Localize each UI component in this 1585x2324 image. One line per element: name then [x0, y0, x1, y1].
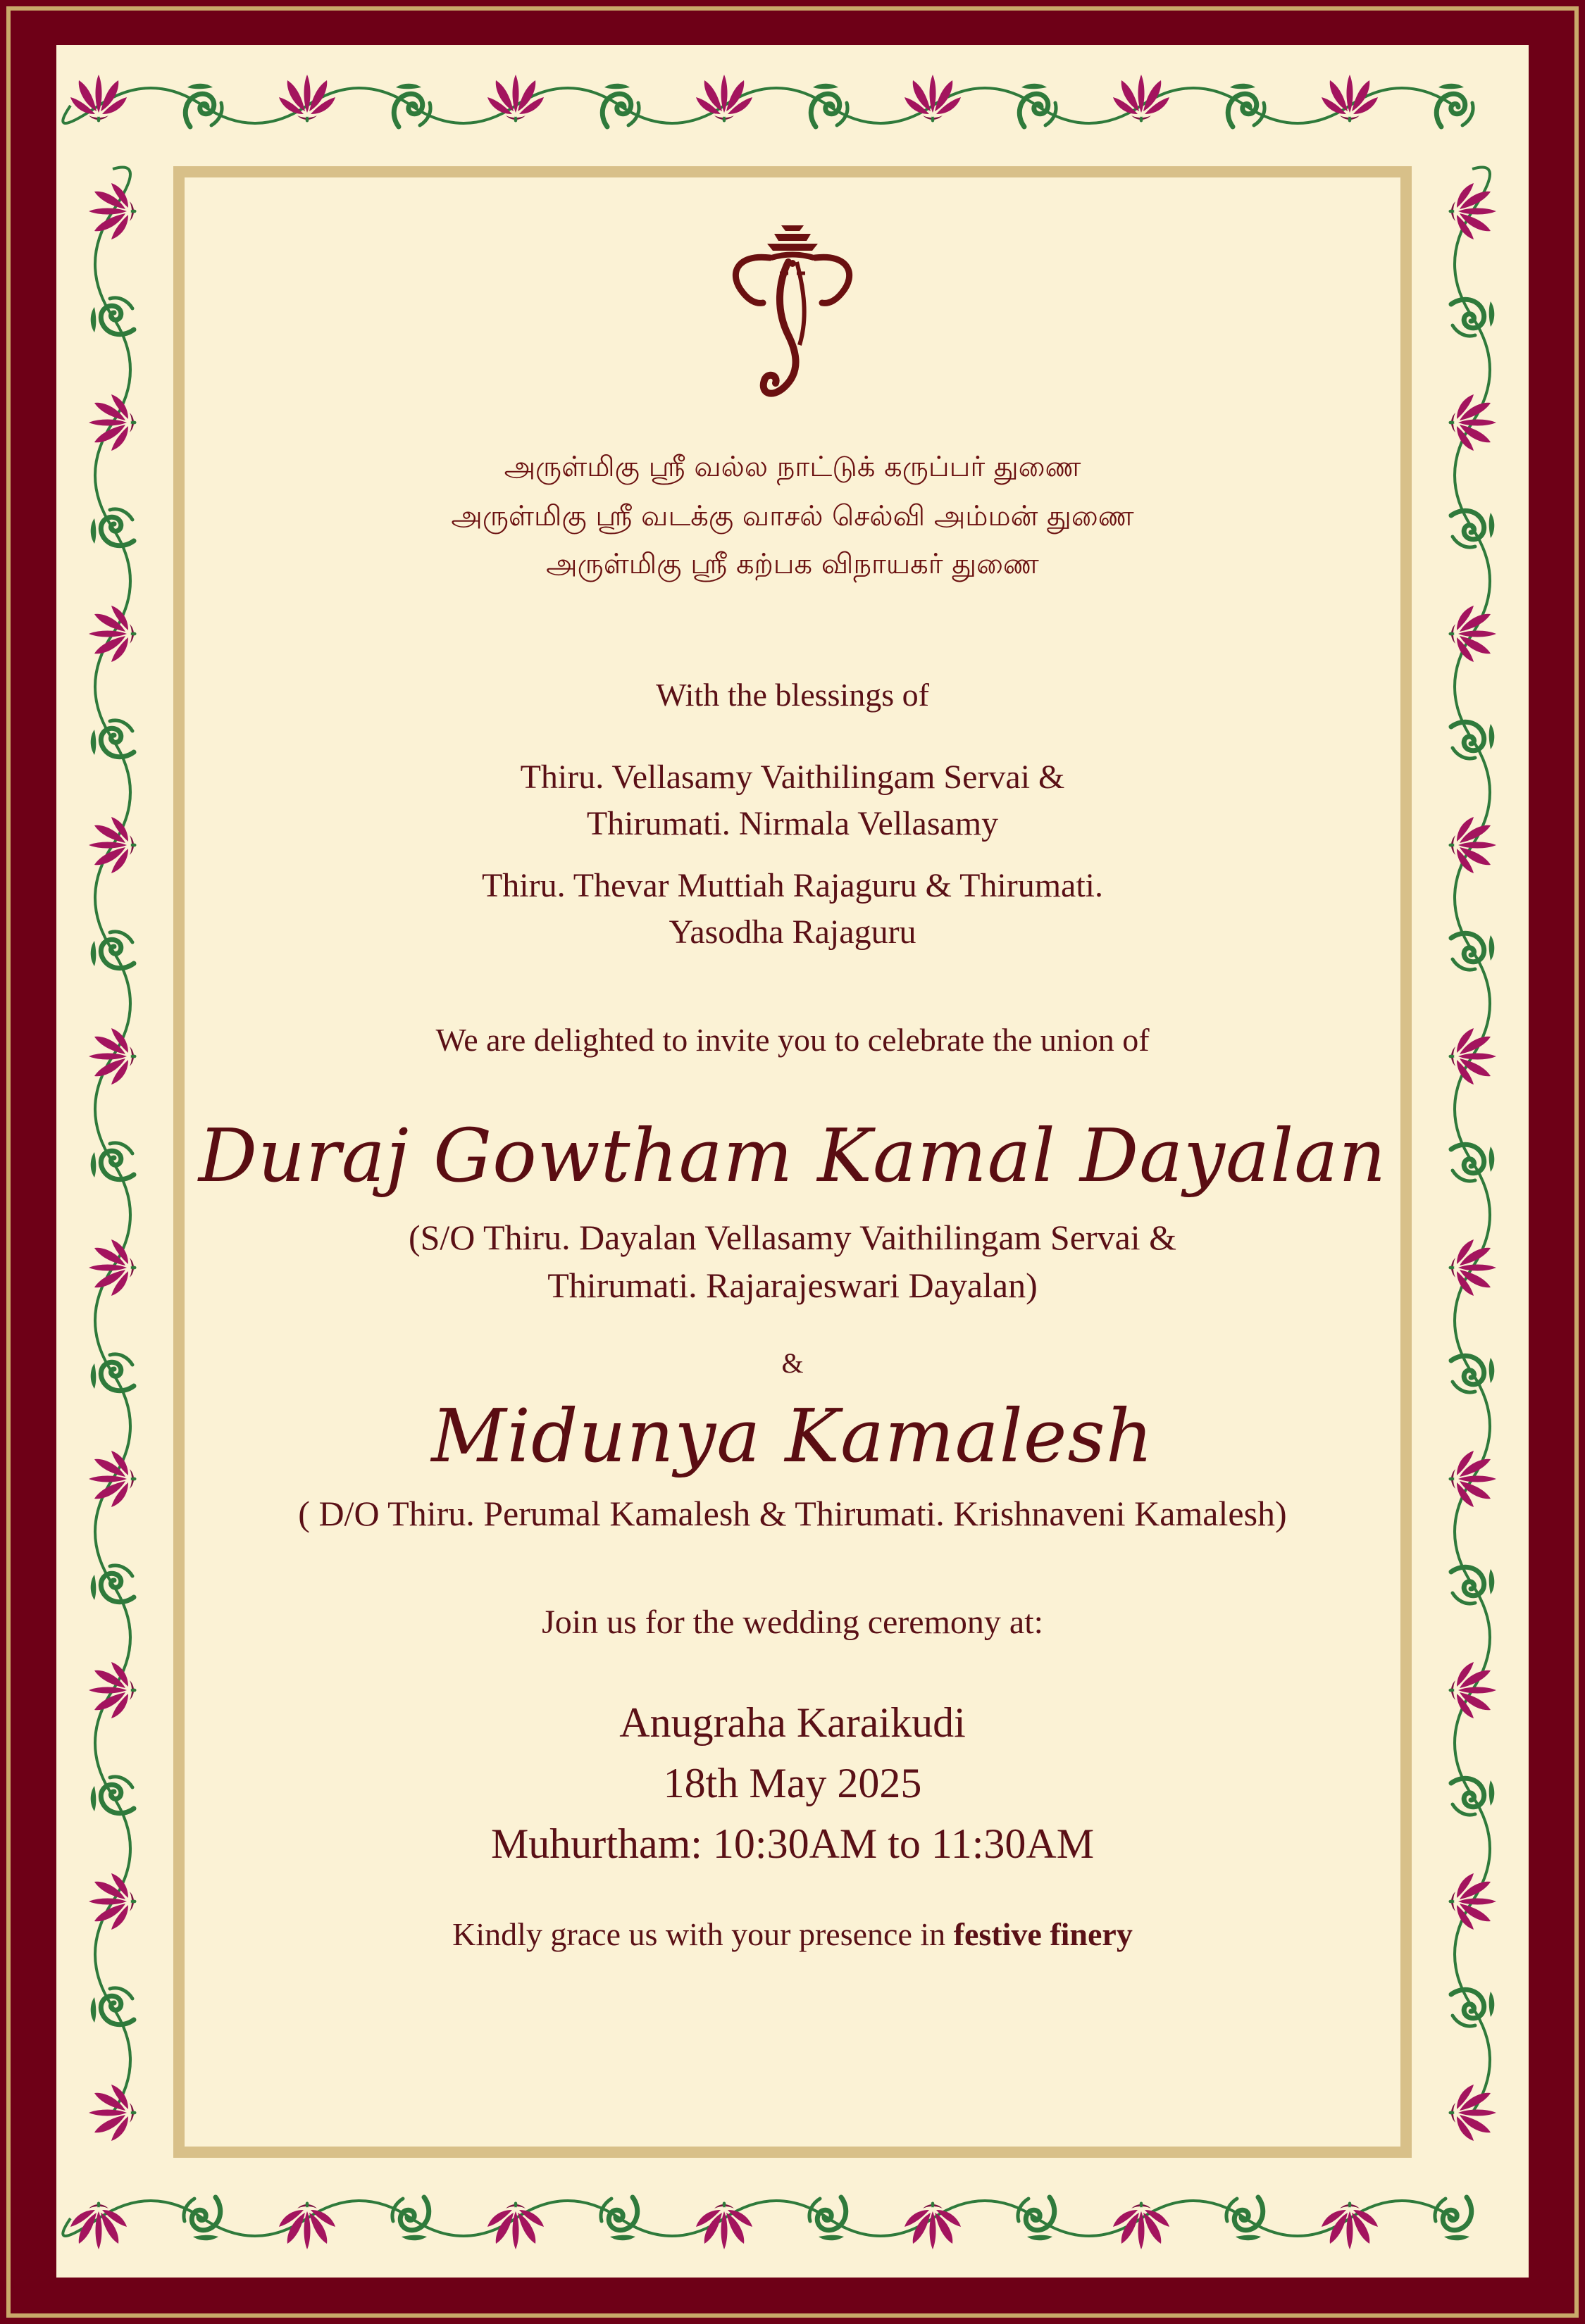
blessings-heading: With the blessings of	[656, 677, 929, 713]
bride-name: Midunya Kamalesh	[431, 1393, 1154, 1479]
groom-parents-line2: Thirumati. Rajarajeswari Dayalan)	[547, 1266, 1038, 1305]
dress-code-emphasis: festive finery	[953, 1916, 1133, 1952]
ampersand: &	[781, 1347, 804, 1379]
dress-code-line	[183, 1916, 1402, 1953]
grandparents-1-line1: Thiru. Vellasamy Vaithilingam Servai &	[520, 758, 1065, 796]
groom-parents-line1: (S/O Thiru. Dayalan Vellasamy Vaithilingam Servai &	[408, 1218, 1177, 1257]
grandparents-2-line2: Yasodha Rajaguru	[669, 913, 916, 951]
tamil-blessing-1: அருள்மிகு ஸ்ரீ வல்ல நாட்டுக் கருப்பர் துணை	[504, 451, 1081, 483]
bride-parents-line: ( D/O Thiru. Perumal Kamalesh & Thirumati. Krishnaveni Kamalesh)	[298, 1494, 1287, 1533]
groom-name: Duraj Gowtham Kamal Dayalan	[198, 1113, 1387, 1199]
ceremony-heading: Join us for the wedding ceremony at:	[542, 1604, 1043, 1641]
grandparents-1-line2: Thirumati. Nirmala Vellasamy	[586, 805, 999, 842]
tamil-blessing-2: அருள்மிகு ஸ்ரீ வடக்கு வாசல் செல்வி அம்மன் துணை	[451, 500, 1134, 532]
muhurtham-time: Muhurtham: 10:30AM to 11:30AM	[490, 1820, 1095, 1867]
invitation-text	[183, 0, 1402, 2324]
dress-code-prefix: Kindly grace us with your presence in	[452, 1916, 954, 1952]
venue: Anugraha Karaikudi	[619, 1699, 966, 1746]
tamil-blessing-3: அருள்மிகு ஸ்ரீ கற்பக விநாயகர் துணை	[546, 548, 1039, 580]
invite-line: We are delighted to invite you to celebrate the union of	[435, 1022, 1150, 1058]
grandparents-2-line1: Thiru. Thevar Muttiah Rajaguru & Thirumati.	[481, 867, 1104, 904]
wedding-date: 18th May 2025	[663, 1760, 922, 1806]
